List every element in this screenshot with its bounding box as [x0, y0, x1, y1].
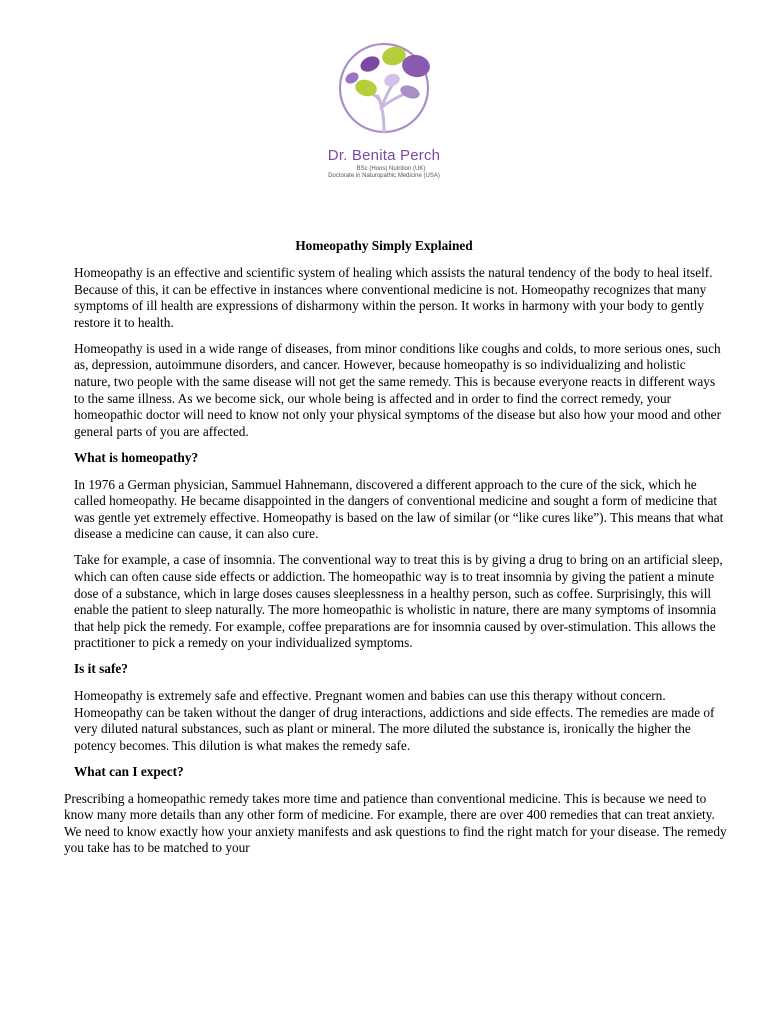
- letterhead: [0, 36, 768, 180]
- paragraph-example: Take for example, a case of insomnia. The conventional way to treat this is by giving a drug to bring on an artificial sleep, which can often cause side effects or addiction. The homeopathic way is to treat insomnia by giving the patient a minute dose of a substance, which in large doses causes sleeplessness in a healthy person, such as coffee. Surprisingly, this will enable the patient to sleep naturally. The more homeopathic is wholistic in nature, there are many symptoms of insomnia that help pick the remedy. For example, coffee preparations are for insomnia caused by over-stimulation. This allows the practitioner to pick a remedy on your individualized symptoms.: [74, 552, 723, 651]
- document-title: Homeopathy Simply Explained: [295, 238, 473, 253]
- paragraph-usage: Homeopathy is used in a wide range of diseases, from minor conditions like coughs and colds, to more serious ones, such as, depression, autoimmune disorders, and cancer. However, because homeopathy is so individualizing and holistic nature, two people with the same disease will not get the same remedy. This is because everyone reacts in different ways to the same illness. As we become sick, our whole being is affected and in order to find the correct remedy, your homeopathic doctor will need to know not only your physical symptoms of the disease but also how your mood and other general parts of you are affected.: [74, 340, 722, 439]
- paragraph-safety: Homeopathy is extremely safe and effective. Pregnant women and babies can use this therapy without concern. Homeopathy can be taken without the danger of drug interactions, addictions and side effects. The remedies are made of very diluted natural substances, such as plant or mineral. The more diluted the substance is, ironically the higher the potency becomes. This dilution is what makes the remedy safe.: [74, 688, 715, 753]
- heading-what-to-expect: What can I expect?: [74, 763, 184, 779]
- credential-naturopathic: Doctorate in Naturopathic Medicine (USA): [328, 173, 440, 179]
- doctor-name: Dr. Benita Perch: [327, 147, 441, 164]
- paragraph-history: In 1976 a German physician, Sammuel Hahnemann, discovered a different approach to the cure of the sick, which he called homeopathy. He became disappointed in the dangers of conventional medicine and sought a form of medicine that was gentle yet extremely effective. Homeopathy is based on the law of similar (or “like cures like”). This means that what disease a medicine can cause, it can also cure.: [74, 476, 724, 542]
- paragraph-expectations: Prescribing a homeopathic remedy takes more time and patience than conventional medicine. This is because we need to know many more details than any other form of medicine. For example, there are over 400 remedies that can treat anxiety. We need to know exactly how your anxiety manifests and ask questions to find the right match for your disease. The remedy you take has to be matched to your: [64, 790, 727, 856]
- tree-leaves-logo-icon: [324, 36, 444, 136]
- credential-nutrition: BSc (Hons) Nutrition (UK): [356, 166, 426, 172]
- document-body: [64, 265, 727, 866]
- paragraph-intro: Homeopathy is an effective and scientific system of healing which assists the natural tendency of the body to heal itself. Because of this, it can be effective in instances where conventional medicine is not. Homeopathy recognizes that many symptoms of ill health are expressions of disharmony within the person. It works in harmony with your body to gently restore it to health.: [74, 265, 713, 330]
- heading-is-it-safe: Is it safe?: [74, 661, 128, 677]
- heading-what-is: What is homeopathy?: [74, 449, 199, 465]
